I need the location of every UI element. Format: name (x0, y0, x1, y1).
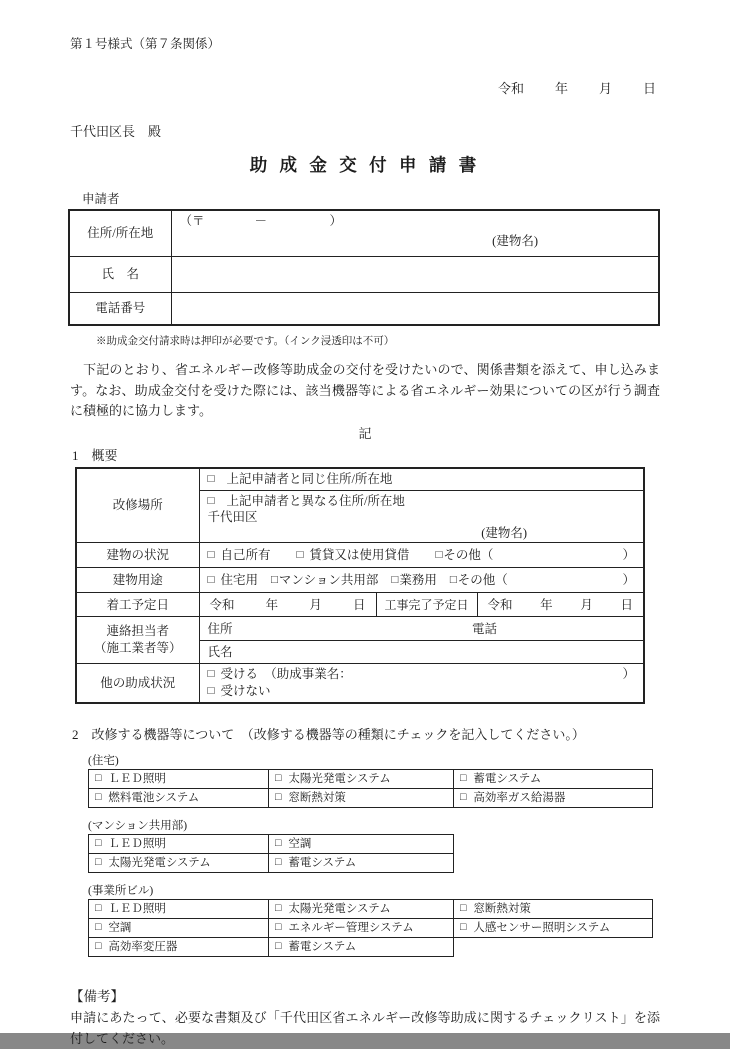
checkbox-icon[interactable]: □ (391, 574, 399, 586)
status-option-rented: 賃貸又は使用貸借 (309, 548, 410, 562)
place-option-same (199, 468, 644, 491)
checkbox-icon[interactable]: □ (95, 792, 102, 803)
building-name-label: (建物名) (492, 234, 538, 248)
equipment-label: 窓断熱対策 (473, 903, 531, 915)
table-row (89, 919, 653, 938)
checkbox-icon[interactable]: □ (275, 792, 282, 803)
building-status-options (199, 543, 644, 568)
checkbox-icon[interactable]: □ (275, 838, 282, 849)
year-label: 年 (265, 597, 279, 612)
applicant-table (68, 209, 660, 326)
page-title: 助 成 金 交 付 申 請 書 (249, 155, 481, 175)
completion-date-input (477, 593, 644, 617)
form-number: 第１号様式（第７条関係） (70, 37, 221, 51)
equipment-label: 太陽光発電システム (108, 857, 211, 869)
close-paren: ） (622, 548, 636, 562)
equipment-label: ＬＥＤ照明 (108, 838, 166, 850)
equipment-label: 蓄電システム (288, 857, 357, 869)
equipment-label: ＬＥＤ照明 (108, 773, 166, 785)
record-mark: 記 (358, 425, 372, 441)
checkbox-icon[interactable]: □ (95, 857, 102, 868)
use-option-other: その他（ (457, 573, 508, 587)
equipment-label: 窓断熱対策 (288, 792, 346, 804)
equipment-label: 空調 (108, 922, 132, 934)
phone-input-cell (171, 292, 659, 325)
office-equipment-table (88, 899, 653, 957)
table-row (89, 789, 653, 808)
table-row (76, 664, 644, 704)
contact-name-label: 氏名 (207, 645, 233, 659)
mansion-caption: (マンション共用部) (88, 820, 188, 832)
remarks-heading: 【備考】 (70, 989, 124, 1004)
checkbox-icon[interactable]: □ (95, 903, 102, 914)
year-label: 年 (540, 597, 553, 612)
era-label: 令和 (209, 597, 235, 612)
postal-code-field: （〒 － ） (179, 214, 343, 228)
checkbox-icon[interactable]: □ (435, 549, 443, 561)
housing-caption: (住宅) (88, 755, 119, 767)
completion-date-label: 工事完了予定日 (376, 593, 477, 617)
table-row (76, 617, 644, 641)
equipment-label: 人感センサー照明システム (473, 922, 611, 934)
office-caption: (事業所ビル) (88, 885, 154, 897)
contact-label-line1: 連絡担当者 (106, 624, 169, 638)
table-row (76, 568, 644, 593)
checkbox-icon[interactable]: □ (460, 773, 467, 784)
seal-note: ※助成金交付請求時は押印が必要です。（インク浸透印は不可） (96, 336, 395, 347)
mansion-equipment-table (88, 834, 454, 873)
status-option-other: その他（ (443, 548, 494, 562)
checkbox-icon[interactable]: □ (275, 773, 282, 784)
checkbox-icon[interactable]: □ (460, 903, 467, 914)
checkbox-icon[interactable]: □ (207, 574, 215, 586)
building-status-label: 建物の状況 (76, 543, 199, 568)
date-year-label: 年 (554, 81, 568, 96)
contact-name-cell (199, 641, 644, 664)
equipment-label: エネルギー管理システム (288, 922, 414, 934)
contact-label-line2: （施工業者等） (93, 641, 182, 655)
contact-address-cell (199, 617, 644, 641)
checkbox-icon[interactable]: □ (296, 549, 304, 561)
checkbox-icon[interactable]: □ (95, 838, 102, 849)
checkbox-icon[interactable]: □ (460, 792, 467, 803)
checkbox-icon[interactable]: □ (95, 941, 102, 952)
use-option-residential: 住宅用 (220, 573, 258, 587)
ward-prefix: 千代田区 (207, 510, 258, 524)
date-line (498, 78, 656, 97)
remarks-text: 申請にあたって、必要な書類及び「千代田区省エネルギー改修等助成に関するチェックリスト」を添付してください。 (70, 1010, 660, 1046)
place-row-label: 改修場所 (76, 468, 199, 543)
equipment-label: 高効率変圧器 (108, 941, 178, 953)
address-input-cell (171, 210, 659, 256)
table-row (76, 593, 644, 617)
equipment-label: 高効率ガス給湯器 (473, 792, 566, 804)
table-row (89, 938, 653, 957)
month-label: 月 (309, 597, 322, 612)
checkbox-icon[interactable]: □ (275, 857, 282, 868)
other-subsidy-none: 受けない (220, 684, 271, 698)
checkbox-icon[interactable]: □ (95, 773, 102, 784)
checkbox-icon[interactable]: □ (207, 549, 215, 561)
applicant-section-label: 申請者 (82, 192, 120, 206)
date-day-label: 日 (642, 81, 656, 96)
table-row (89, 854, 454, 873)
place-option-same-label: 上記申請者と同じ住所/所在地 (226, 472, 393, 487)
section1-heading: 1 概要 (72, 447, 118, 463)
checkbox-icon[interactable]: □ (460, 922, 467, 933)
close-paren: ） (622, 667, 636, 681)
declaration-paragraph: 下記のとおり、省エネルギー改修等助成金の交付を受けたいので、関係書類を添えて、申し込みます。なお、助成金交付を受けた際には、該当機器等による省エネルギー効果についての区が行う調査に積極的に協力します。 (70, 362, 660, 418)
date-month-label: 月 (598, 81, 612, 96)
checkbox-icon[interactable]: □ (270, 574, 278, 586)
address-row-label: 住所/所在地 (69, 210, 171, 256)
checkbox-icon[interactable]: □ (207, 685, 215, 697)
checkbox-icon[interactable]: □ (275, 903, 282, 914)
building-name-label: (建物名) (481, 526, 528, 540)
use-option-business: 業務用 (399, 573, 437, 587)
section2-heading: 2 改修する機器等について （改修する機器等の種類にチェックを記入してください。） (72, 727, 585, 742)
addressee: 千代田区長 殿 (70, 124, 162, 139)
checkbox-icon[interactable]: □ (95, 922, 102, 933)
start-date-label: 着工予定日 (76, 593, 199, 617)
building-use-options (199, 568, 644, 593)
contact-address-label: 住所 (207, 621, 233, 636)
equipment-label: 太陽光発電システム (288, 773, 391, 785)
era-label: 令和 (487, 597, 513, 612)
building-use-label: 建物用途 (76, 568, 199, 593)
month-label: 月 (580, 597, 593, 612)
table-row (69, 292, 659, 325)
checkbox-icon[interactable]: □ (207, 473, 215, 486)
contact-row-label (76, 617, 199, 664)
phone-row-label: 電話番号 (69, 292, 171, 325)
checkbox-icon[interactable]: □ (207, 668, 215, 680)
use-option-mansion: マンション共用部 (278, 573, 379, 587)
table-row (89, 770, 653, 789)
checkbox-icon[interactable]: □ (207, 495, 215, 507)
start-date-input (199, 593, 376, 617)
other-subsidy-label: 他の助成状況 (76, 664, 199, 704)
equipment-label: ＬＥＤ照明 (108, 903, 166, 915)
equipment-label: 空調 (288, 838, 312, 850)
table-row (89, 835, 454, 854)
date-era: 令和 (498, 81, 525, 96)
table-row (89, 900, 653, 919)
table-row (76, 543, 644, 568)
checkbox-icon[interactable]: □ (275, 941, 282, 952)
overview-table (75, 467, 645, 705)
table-row (76, 468, 644, 491)
day-label: 日 (620, 597, 634, 612)
checkbox-icon[interactable]: □ (275, 922, 282, 933)
equipment-label: 蓄電システム (288, 941, 357, 953)
name-input-cell (171, 256, 659, 292)
table-row (69, 210, 659, 256)
equipment-label: 燃料電池システム (108, 792, 200, 804)
status-option-owned: 自己所有 (220, 548, 271, 562)
equipment-label: 太陽光発電システム (288, 903, 391, 915)
name-row-label: 氏 名 (69, 256, 171, 292)
checkbox-icon[interactable]: □ (449, 574, 457, 586)
place-option-diff (199, 491, 644, 543)
equipment-label: 蓄電システム (473, 773, 542, 785)
table-row (69, 256, 659, 292)
contact-phone-label: 電話 (472, 621, 498, 636)
day-label: 日 (352, 597, 366, 612)
other-subsidy-options (199, 664, 644, 704)
housing-equipment-table (88, 769, 653, 808)
place-option-diff-label: 上記申請者と異なる住所/所在地 (226, 494, 405, 508)
other-subsidy-receive: 受ける （助成事業名： (220, 667, 352, 681)
close-paren: ） (622, 573, 636, 587)
